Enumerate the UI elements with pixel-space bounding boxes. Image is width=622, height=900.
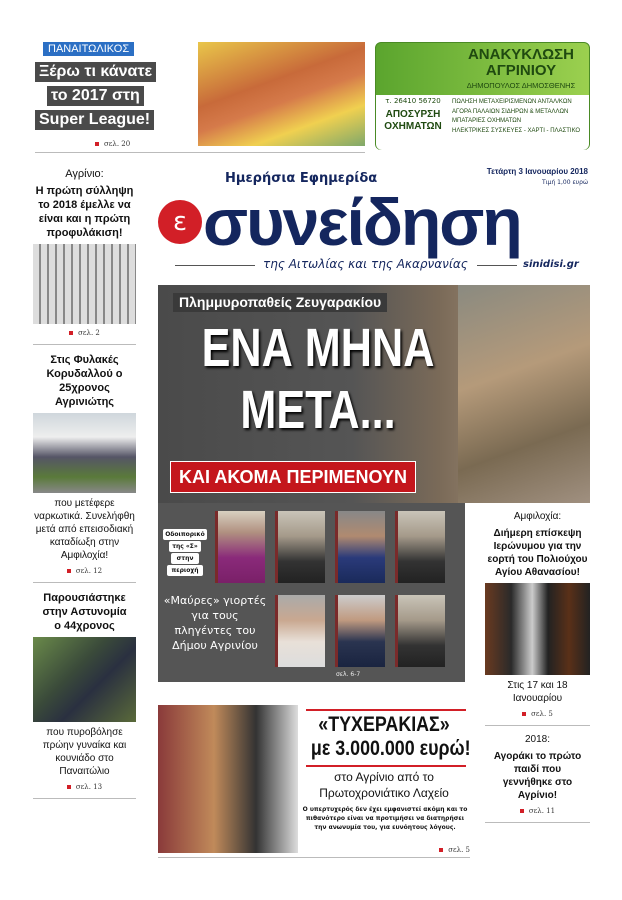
kicker: Αμφιλοχία: <box>513 511 562 522</box>
page-ref: σελ. 5 <box>485 709 590 719</box>
ad-title: ΑΝΑΚΥΚΛΩΣΗ ΑΓΡΙΝΙΟΥ <box>467 46 575 79</box>
masthead-tagline: της Αιτωλίας και της Ακαρνανίας <box>263 257 468 271</box>
page-ref: σελ. 12 <box>33 566 136 576</box>
headline-line: Ξέρω τι κάνατε <box>35 62 156 82</box>
kicker: Αγρίνιο: <box>65 168 104 180</box>
masthead-name: συνείδηση <box>203 185 521 259</box>
main-subhead: ΚΑΙ ΑΚΟΜΑ ΠΕΡΙΜΕΝΟΥΝ <box>170 461 416 493</box>
right-column <box>485 511 590 831</box>
logo-icon: ɛ <box>158 200 202 244</box>
person-photo <box>275 595 325 667</box>
person-photo <box>335 595 385 667</box>
masthead <box>155 165 592 275</box>
main-story[interactable] <box>158 285 590 503</box>
person-photo <box>335 511 385 583</box>
headline: Διήμερη επίσκεψη Ιερώνυμου για την εορτή του Πολιούχου Αγίου Αθανασίου! <box>487 528 588 578</box>
left-story-3[interactable] <box>33 591 136 799</box>
prison-photo <box>33 244 136 324</box>
ad-phone: τ. 26410 56720 <box>385 97 441 105</box>
headline: Στις Φυλακές Κορυδαλλού ο 25χρονος Αγρινιώτης <box>46 354 123 408</box>
lottery-body: Ο υπερτυχερός δεν έχει εμφανιστεί ακόμη και το πιθανότερο είναι να προτιμήσει να διατηρήσει την ανωνυμία του, για ευνόητους λόγους. <box>302 806 468 831</box>
person-photo <box>215 511 265 583</box>
headline-line: το 2017 στη <box>47 86 144 106</box>
page-ref: σελ. 20 <box>95 139 130 149</box>
person-photo <box>395 595 445 667</box>
person-photo <box>395 511 445 583</box>
kicker: 2018: <box>524 734 551 745</box>
lottery-headline: «ΤΥΧΕΡΑΚΙΑΣ» με 3.000.000 ευρώ! <box>310 713 471 760</box>
right-story-2[interactable] <box>485 734 590 823</box>
shotgun-photo <box>33 637 136 722</box>
main-headline: ΕΝΑ ΜΗΝΑ ΜΕΤΑ... <box>201 318 435 440</box>
masthead-subtitle: Ημερήσια Εφημερίδα <box>225 171 378 186</box>
lottery-story[interactable] <box>158 705 470 855</box>
headline: Η πρώτη σύλληψη το 2018 έμελλε να είναι και η πρώτη προφυλάκιση! <box>35 185 134 239</box>
top-banner-panaitolikos[interactable] <box>35 40 195 152</box>
page-ref: σελ. 13 <box>33 782 136 792</box>
page-ref: σελ. 2 <box>33 328 136 338</box>
page-ref: σελ. 5 <box>439 845 470 855</box>
body: που πυροβόλησε πρώην γυναίκα και κουνιάδο στο Παναιτώλιο <box>42 727 127 777</box>
headline: Παρουσιάστηκε στην Αστυνομία ο 44χρονος <box>42 592 127 632</box>
coverage-badge: Οδοιπορικό της «Σ» στην περιοχή <box>163 528 207 577</box>
victims-panel[interactable] <box>158 503 465 682</box>
ad-owner: ΔΗΜΟΠΟΥΛΟΣ ΔΗΜΟΣΘΕΝΗΣ <box>466 81 576 90</box>
football-photo <box>198 42 365 146</box>
flood-photo <box>458 285 590 503</box>
headline-line: Super League! <box>35 110 154 130</box>
kicker: ΠΑΝΑΙΤΩΛΙΚΟΣ <box>43 42 134 56</box>
masthead-date: Τετάρτη 3 Ιανουαρίου 2018 <box>486 167 588 176</box>
body: Στις 17 και 18 Ιανουαρίου <box>507 680 568 704</box>
panel-caption: «Μαύρες» γιορτές για τους πληγέντες του Δήμου Αγρινίου <box>163 594 267 652</box>
ad-items: ΠΩΛΗΣΗ ΜΕΤΑΧΕΙΡΙΣΜΕΝΩΝ ΑΝΤΑΛ/ΚΩΝ ΑΓΟΡΑ ΠΑΛΑΙΩΝ ΣΙΔΗΡΩΝ & ΜΕΤΑΛΛΩΝ ΜΠΑΤΑΡΙΕΣ ΟΧΗΜΑΤΩΝ ΗΛΕΚΤΡΙΚΕΣ ΣΥΣΚΕΥΕΣ - ΧΑΡΤΙ - ΠΛΑΣΤΙΚΟ <box>452 99 581 134</box>
headline: Αγοράκι το πρώτο παιδί που γεννήθηκε στο Αγρίνιο! <box>493 751 582 801</box>
masthead-price: Τιμή 1,00 ευρώ <box>541 179 588 186</box>
prison-building-photo <box>33 413 136 493</box>
lottery-winners-photo <box>158 705 298 853</box>
body: που μετέφερε ναρκωτικά. Συνελήφθη μετά από επεισοδιακή καταδίωξη στην Αμφιλοχία! <box>34 498 135 561</box>
main-kicker: Πλημμυροπαθείς Ζευγαρακίου <box>173 293 387 312</box>
left-story-1[interactable] <box>33 168 136 345</box>
archbishop-photo <box>485 583 590 675</box>
ad-service: ΑΠΟΣΥΡΣΗ ΟΧΗΜΑΤΩΝ <box>384 109 442 132</box>
left-column <box>33 168 136 807</box>
recycling-ad[interactable] <box>375 42 590 150</box>
lottery-subhead: στο Αγρίνιο από το Πρωτοχρονιάτικο Λαχείο <box>319 770 449 800</box>
page-ref: σελ. 11 <box>485 806 590 816</box>
left-story-2[interactable] <box>33 353 136 583</box>
website-link[interactable]: sinidisi.gr <box>523 259 579 270</box>
page-ref: σελ. 6-7 <box>336 671 361 678</box>
right-story-1[interactable] <box>485 511 590 726</box>
person-photo <box>275 511 325 583</box>
